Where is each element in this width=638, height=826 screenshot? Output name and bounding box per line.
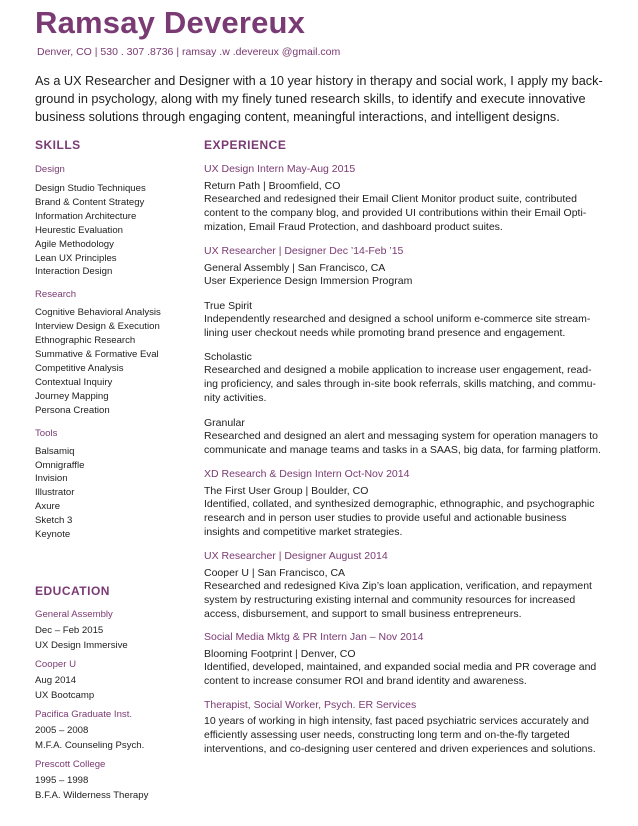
skills-category: Design: [35, 164, 65, 175]
project-description: Independently researched and designed a school uniform e-commerce site stream-lining user checkout needs while promoting brand presence and engagement.: [204, 312, 591, 339]
skill-item: Persona Creation: [35, 404, 110, 416]
skill-item: Cognitive Behavioral Analysis: [35, 307, 161, 319]
job-org: Blooming Footprint | Denver, CO: [204, 648, 356, 661]
experience-heading: EXPERIENCE: [204, 138, 287, 152]
job-title: UX Researcher | Designer August 2014: [204, 549, 388, 562]
sidebar: [35, 138, 195, 803]
skills-group-research: [35, 288, 195, 417]
education-heading: EDUCATION: [35, 583, 110, 598]
job-description: Identified, developed, maintained, and expanded social media and PR coverage and content to increase consumer ROI and brand identity and awareness.: [204, 661, 597, 688]
job-org: The First User Group | Boulder, CO: [204, 484, 369, 497]
skills-heading: SKILLS: [35, 138, 81, 152]
job-title: Therapist, Social Worker, Psych. ER Services: [204, 699, 417, 712]
skill-item: Illustrator: [35, 487, 75, 499]
education-entry: [35, 708, 195, 753]
project-name: Scholastic: [204, 351, 252, 364]
job-title: UX Design Intern May-Aug 2015: [204, 163, 356, 175]
education-dates: 1995 – 1998: [35, 774, 89, 786]
job-title: Social Media Mktg & PR Intern Jan – Nov 2014: [204, 631, 424, 644]
skill-item: Keynote: [35, 529, 71, 541]
skill-item: Journey Mapping: [35, 390, 109, 402]
skill-item: Ethnographic Research: [35, 335, 136, 347]
skill-item: Competitive Analysis: [35, 362, 124, 374]
job-description: Identified, collated, and synthesized demographic, ethnographic, and psychographic research and in person user studies to provide useful and actionable business insights and competitive market strategies.: [204, 497, 595, 538]
education-entry: [35, 608, 195, 653]
job-entry: [204, 630, 604, 689]
skill-item: Information Architecture: [35, 210, 137, 222]
skill-item: Agile Methodology: [35, 238, 114, 250]
skills-group-tools: [35, 427, 195, 542]
skill-item: Omnigraffle: [35, 459, 85, 471]
job-entry: [204, 698, 604, 757]
job-description: Researched and redesigned Kiva Zip’s loan application, verification, and repayment system by restructuring existing internal and community resources for increased access, disbursement, and support to small business entrepreneurs.: [204, 579, 592, 620]
education-dates: 2005 – 2008: [35, 724, 89, 736]
project-entry: [204, 299, 604, 341]
education-program: B.F.A. Wilderness Therapy: [35, 789, 149, 801]
summary: As a UX Researcher and Designer with a 10 year history in therapy and social work, I apply my back-ground in psychology, along with my finely tuned research skills, to identify and execute innovative business solutions through engaging content, meaningful interactions, and intelligent designs.: [35, 74, 603, 124]
skill-item: Invision: [35, 473, 68, 485]
education-program: M.F.A. Counseling Psych.: [35, 739, 145, 751]
job-title: XD Research & Design Intern Oct-Nov 2014: [204, 467, 410, 480]
project-description: Researched and designed an alert and messaging system for operation managers to communicate and manage teams and tasks in a SAAS, big data, for farming platform.: [204, 430, 601, 457]
job-entry: [204, 244, 604, 289]
skill-item: Axure: [35, 501, 61, 513]
job-entry: [204, 467, 604, 540]
skills-group-design: [35, 163, 195, 279]
skill-item: Sketch 3: [35, 515, 73, 527]
project-name: Granular: [204, 417, 245, 430]
project-description: Researched and designed a mobile application to increase user engagement, read-ing proficiency, and sales through in-site book referrals, skills matching, and commu-nity activities.: [204, 364, 596, 405]
project-entry: [204, 350, 604, 406]
education-entry: [35, 758, 195, 803]
skills-category: Tools: [35, 427, 58, 439]
job-description: User Experience Design Immersion Program: [204, 274, 413, 287]
education-program: UX Design Immersive: [35, 639, 128, 651]
job-entry: [204, 549, 604, 622]
school-name: Prescott College: [35, 758, 106, 770]
skills-category: Research: [35, 289, 77, 301]
skill-item: Interaction Design: [35, 266, 113, 278]
skill-item: Heurestic Evaluation: [35, 224, 123, 236]
job-org: Cooper U | San Francisco, CA: [204, 566, 346, 579]
school-name: General Assembly: [35, 608, 113, 620]
job-entry: [204, 162, 604, 235]
experience-section: [204, 138, 604, 757]
school-name: Cooper U: [35, 658, 77, 670]
contact-info: Denver, CO | 530 . 307 .8736 | ramsay .w .devereux @gmail.com: [37, 46, 341, 58]
job-description: Researched and redesigned their Email Client Monitor product suite, contributed content to the company blog, and provided UI contributions within their Email Opti-mization, Email Fraud Protection, and dashboard product suites.: [204, 193, 587, 233]
skill-item: Contextual Inquiry: [35, 376, 113, 388]
education-dates: Dec – Feb 2015: [35, 624, 104, 636]
skill-item: Brand & Content Strategy: [35, 196, 145, 208]
skill-item: Design Studio Techniques: [35, 183, 146, 194]
education-dates: Aug 2014: [35, 674, 77, 686]
job-title: UX Researcher | Designer Dec ’14-Feb ’15: [204, 244, 404, 257]
skill-item: Lean UX Principles: [35, 252, 117, 264]
skill-item: Balsamiq: [35, 445, 75, 457]
project-name: True Spirit: [204, 299, 253, 312]
project-entry: [204, 416, 604, 458]
job-org: Return Path | Broomfield, CO: [204, 180, 341, 192]
education-program: UX Bootcamp: [35, 689, 95, 701]
candidate-name: Ramsay Devereux: [35, 5, 306, 40]
education-entry: [35, 658, 195, 703]
job-org: General Assembly | San Francisco, CA: [204, 261, 386, 274]
school-name: Pacifica Graduate Inst.: [35, 708, 133, 720]
job-description: 10 years of working in high intensity, fast paced psychiatric services accurately and efficiently assessing user needs, constructing long term and on-the-fly targeted interventions, and co-designing user centered and driven experiences and solutions.: [204, 715, 596, 756]
skill-item: Interview Design & Execution: [35, 321, 160, 333]
skill-item: Summative & Formative Eval: [35, 349, 159, 361]
